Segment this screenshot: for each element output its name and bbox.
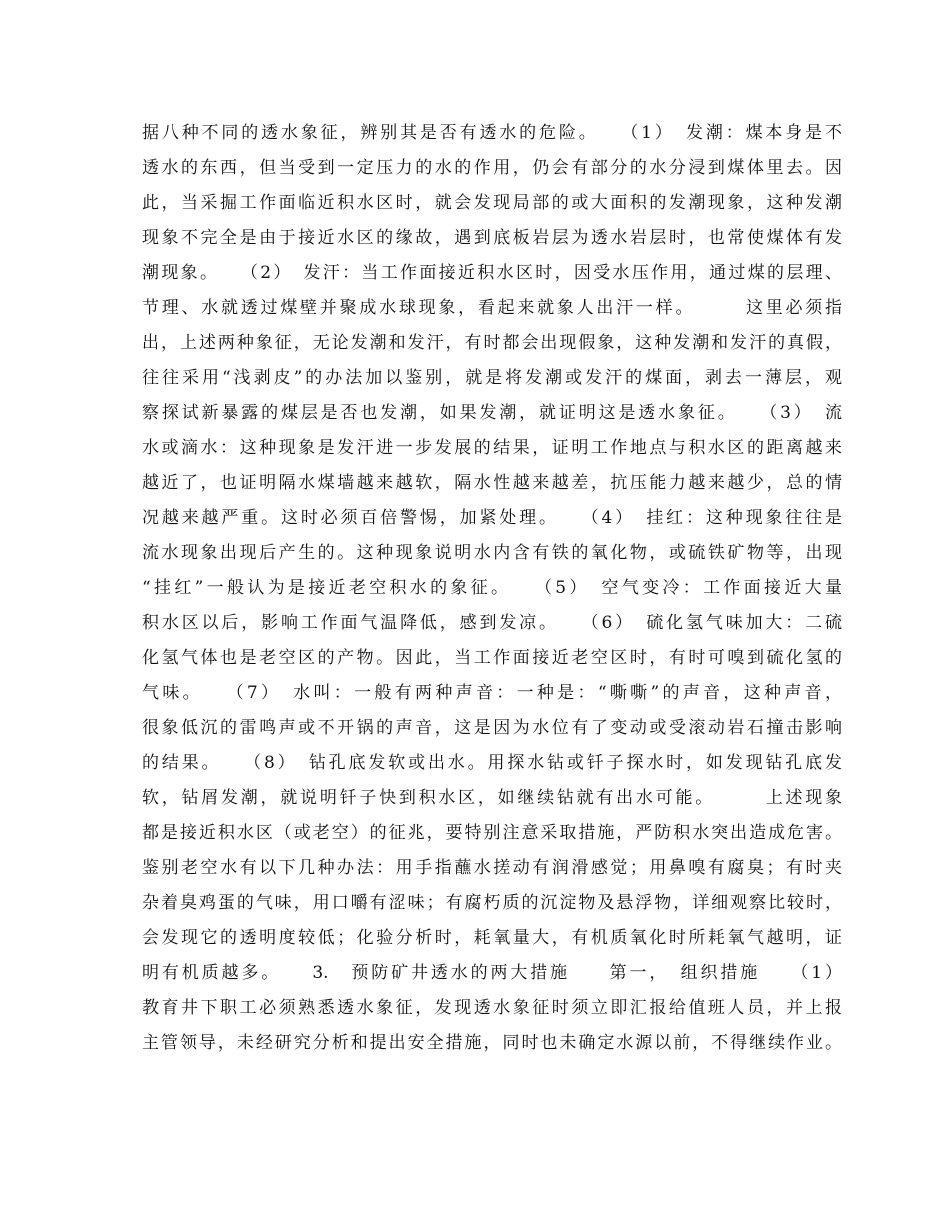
text-line-3: 此，当采掘工作面临近积水区时，就会发现局部的或大面积的发潮现象，这种发潮 <box>142 193 842 213</box>
text-line-1: 据八种不同的透水象征，辨别其是否有透水的危险。 （1） 发潮：煤本身是不 <box>142 123 842 143</box>
text-line-4: 现象不完全是由于接近水区的缘故，遇到底板岩层为透水岩层时，也常使煤体有发 <box>142 228 842 248</box>
text-line-13: 流水现象出现后产生的。这种现象说明水内含有铁的氧化物，或硫铁矿物等，出现 <box>142 543 842 563</box>
text-line-22: 鉴别老空水有以下几种办法：用手指蘸水搓动有润滑感觉；用鼻嗅有腐臭；有时夹 <box>142 858 842 878</box>
text-line-16: 化氢气体也是老空区的产物。因此，当工作面接近老空区时，有时可嗅到硫化氢的 <box>142 648 842 668</box>
text-line-11: 越近了，也证明隔水煤墙越来越软，隔水性越来越差，抗压能力越来越少，总的情 <box>142 473 842 493</box>
text-line-18: 很象低沉的雷鸣声或不开锅的声音，这是因为水位有了变动或受滚动岩石撞击影响 <box>142 718 842 738</box>
text-line-6: 节理、水就透过煤壁并聚成水球现象，看起来就象人出汗一样。 这里必须指 <box>142 298 842 318</box>
text-line-19: 的结果。 （8） 钻孔底发软或出水。用探水钻或钎子探水时，如发现钻孔底发 <box>142 753 842 773</box>
text-line-5: 潮现象。 （2） 发汗：当工作面接近积水区时，因受水压作用，通过煤的层理、 <box>142 263 842 283</box>
text-line-2: 透水的东西，但当受到一定压力的水的作用，仍会有部分的水分浸到煤体里去。因 <box>142 158 842 178</box>
text-line-14: “挂红”一般认为是接近老空积水的象征。 （5） 空气变冷：工作面接近大量 <box>142 578 842 598</box>
text-line-27: 主管领导，未经研究分析和提出安全措施，同时也未确定水源以前，不得继续作业。 <box>142 1033 842 1053</box>
text-line-23: 杂着臭鸡蛋的气味，用口嚼有涩味；有腐朽质的沉淀物及悬浮物，详细观察比较时， <box>142 893 842 913</box>
text-line-8: 往往采用“浅剥皮”的办法加以鉴别，就是将发潮或发汗的煤面，剥去一薄层，观 <box>142 368 842 388</box>
text-line-24: 会发现它的透明度较低；化验分析时，耗氧量大，有机质氧化时所耗氧气越明，证 <box>142 928 842 948</box>
text-line-7: 出，上述两种象征，无论发潮和发汗，有时都会出现假象，这种发潮和发汗的真假， <box>142 333 842 353</box>
body-text <box>142 116 842 1061</box>
text-line-12: 况越来越严重。这时必须百倍警惕，加紧处理。 （4） 挂红：这种现象往往是 <box>142 508 842 528</box>
text-line-20: 软，钻屑发潮，就说明钎子快到积水区，如继续钻就有出水可能。 上述现象 <box>142 788 842 808</box>
text-line-17: 气味。 （7） 水叫：一般有两种声音：一种是：“嘶嘶”的声音，这种声音， <box>142 683 842 703</box>
text-line-15: 积水区以后，影响工作面气温降低，感到发凉。 （6） 硫化氢气味加大：二硫 <box>142 613 842 633</box>
text-line-25: 明有机质越多。 3. 预防矿井透水的两大措施 第一， 组织措施 （1） <box>142 963 842 983</box>
text-line-9: 察探试新暴露的煤层是否也发潮，如果发潮，就证明这是透水象征。 （3） 流 <box>142 403 842 423</box>
text-line-26: 教育井下职工必须熟悉透水象征，发现透水象征时须立即汇报给值班人员，并上报 <box>142 998 842 1018</box>
text-line-21: 都是接近积水区（或老空）的征兆，要特别注意采取措施，严防积水突出造成危害。 <box>142 823 842 843</box>
text-line-10: 水或滴水：这种现象是发汗进一步发展的结果，证明工作地点与积水区的距离越来 <box>142 438 842 458</box>
